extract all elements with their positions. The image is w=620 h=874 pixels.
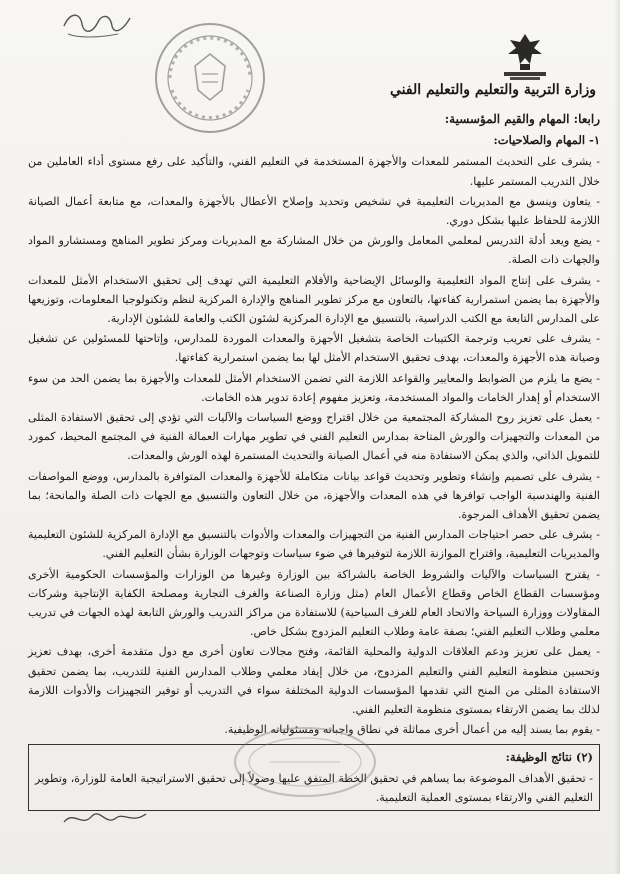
section-title: رابعا: المهام والقيم المؤسسية: <box>444 112 600 126</box>
paragraph: - يشرف على إنتاج المواد التعليمية والوسائل الإيضاحية والأفلام التعليمية التي تهدف إلى تحقيق الاستخدام الأمثل للمعدات والأجهزة بما يضمن استمرارية كفاءتها، بالتعاون مع مركز تطوير المناهج والإدارة المركزية لنظم وتكنولوجيا المعلومات، وتوزيعها على المدارس التابعة مع الكتب الدراسية، بالتنسيق مع الإدارة المركزية لشئون الكتب والعامة للشئون الإدارية. <box>28 273 600 326</box>
document-body <box>28 110 600 811</box>
paragraph: - يضع ما يلزم من الضوابط والمعايير والقواعد اللازمة التي تضمن الاستخدام الأمثل للمعدات والأجهزة بما يضمن الحد من سوء الاستخدام أو إهدار الخامات والمواد المستخدمة، وتعزيز مفهوم إعادة تدوير هذه الخامات. <box>28 371 600 404</box>
eagle-emblem-icon <box>490 28 560 82</box>
paragraph: - يضع ويعد أدلة التدريس لمعلمي المعامل والورش من خلال المشاركة مع المديريات ومركز تطوير المناهج ومستشارو المواد والجهات ذات الصلة. <box>28 234 600 267</box>
paragraph: - يقوم بما يسند إليه من أعمال أخرى مماثلة في نطاق واجباته ومسئولياته الوظيفية. <box>224 723 600 737</box>
paragraph: - يشرف على التحديث المستمر للمعدات والأجهزة المستخدمة في التعليم الفني، والتأكيد على رفع مستوى أداء العاملين من خلال التدريب المستمر عليها. <box>28 155 600 188</box>
signature-mark <box>60 804 150 832</box>
document-header <box>0 0 620 110</box>
results-title: (٢) نتائج الوظيفة: <box>505 749 593 764</box>
ministry-name: وزارة التربية والتعليم والتعليم الفني <box>389 82 596 98</box>
section-subtitle: ١- المهام والصلاحيات: <box>493 133 600 148</box>
paragraph: - يشرف على تعريب وترجمة الكتيبات الخاصة بتشغيل الأجهزة والمعدات الموردة للمدارس، وإتاحتها للمسئولين عن تشغيل وصيانة هذه الأجهزة والمعدات، بهدف تحقيق الاستخدام الأمثل لها بما يضمن استمرارية كفاءتها. <box>28 332 600 365</box>
paragraph: - يقترح السياسات والآليات والشروط الخاصة بالشراكة بين الوزارة وغيرها من الوزارات والمؤسسات الحكومية الأخرى ومؤسسات القطاع الخاص وقطاع الأعمال العام (مثل وزارة الصناعة والغرف التجارية ومصلحة الكفاية الإنتاجية وشركات المقاولات ووزارة السياحة والاتحاد العام للغرف السياحية) للاستفادة من مراكز التدريب والورش التابعة لهذه الجهات في تدريب معلمي وطلاب التعليم الفني؛ بصفة عامة وطلاب التعليم المزدوج بشكل خاص. <box>28 567 600 639</box>
faded-seal-stamp <box>230 722 380 802</box>
paragraph: - يعمل على تعزيز روح المشاركة المجتمعية من خلال اقتراح ووضع السياسات والآليات التي تؤدي إلى تحقيق الاستفادة المثلى من المعدات والتجهيزات والورش المتاحة بمدارس التعليم الفني في تطوير مهارات العمالة الفنية في المجتمع المحيط، كمورد للتمويل الذاتي، والذي يمكن الاستفادة منه في أعمال الصيانة والتحديث المستمرة لهذه الورش والمعدات. <box>28 411 600 463</box>
paragraph: - يشرف على تصميم وإنشاء وتطوير وتحديث قواعد بيانات متكاملة للأجهزة والمعدات المتوافرة بالمدارس، ووضع المواصفات الفنية والهندسية الواجب توافرها في هذه المعدات والأجهزة، من خلال التعاون والتنسيق مع الجهات ذات الصلة والمانحة؛ بما يضمن تحقيق الأهداف المرجوة. <box>28 469 600 522</box>
paragraph: - يشرف على حصر احتياجات المدارس الفنية من التجهيزات والمعدات والأدوات بالتنسيق مع الإدارة المركزية للشئون التعليمية والمديريات التعليمية، واقتراح الموازنة اللازمة لتوفيرها في ضوء سياسات وتوجهات الوزارة بشأن التعليم الفني. <box>28 528 600 561</box>
results-text: - تحقيق الأهداف الموضوعة بما يساهم في تحقيق الخطة المتفق عليها وصولاً إلى تحقيق الاستراتيجية العامة للوزارة، وتطوير التعليم الفني والارتقاء بمستوى العملية التعليمية. <box>35 771 593 804</box>
scan-edge-shadow <box>614 0 620 874</box>
paragraph: - يتعاون وينسق مع المديريات التعليمية في تشخيص وتحديد وإصلاح الأعطال بالأجهزة والمعدات، مع متابعة أعمال الصيانة اللازمة للحفاظ عليها بشكل دوري. <box>28 194 600 228</box>
paragraph: - يعمل على تعزيز ودعم العلاقات الدولية والمحلية القائمة، وفتح مجالات تعاون أخرى مع دول متقدمة أخرى، بهدف تعزيز وتحسين منظومة التعليم الفني والتعليم المزدوج، من خلال إيفاد معلمي وطلاب المدارس الفنية للتدريب، بما يضمن تحقيق الاستفادة المثلى من المنح التي تقدمها المؤسسات الدولية المختلفة سواء في التدريب أو توفير التجهيزات والأدوات اللازمة لذلك بما يضمن الارتقاء بمستوى منظومة التعليم الفني. <box>28 645 600 717</box>
handwritten-note-mark <box>58 4 138 44</box>
